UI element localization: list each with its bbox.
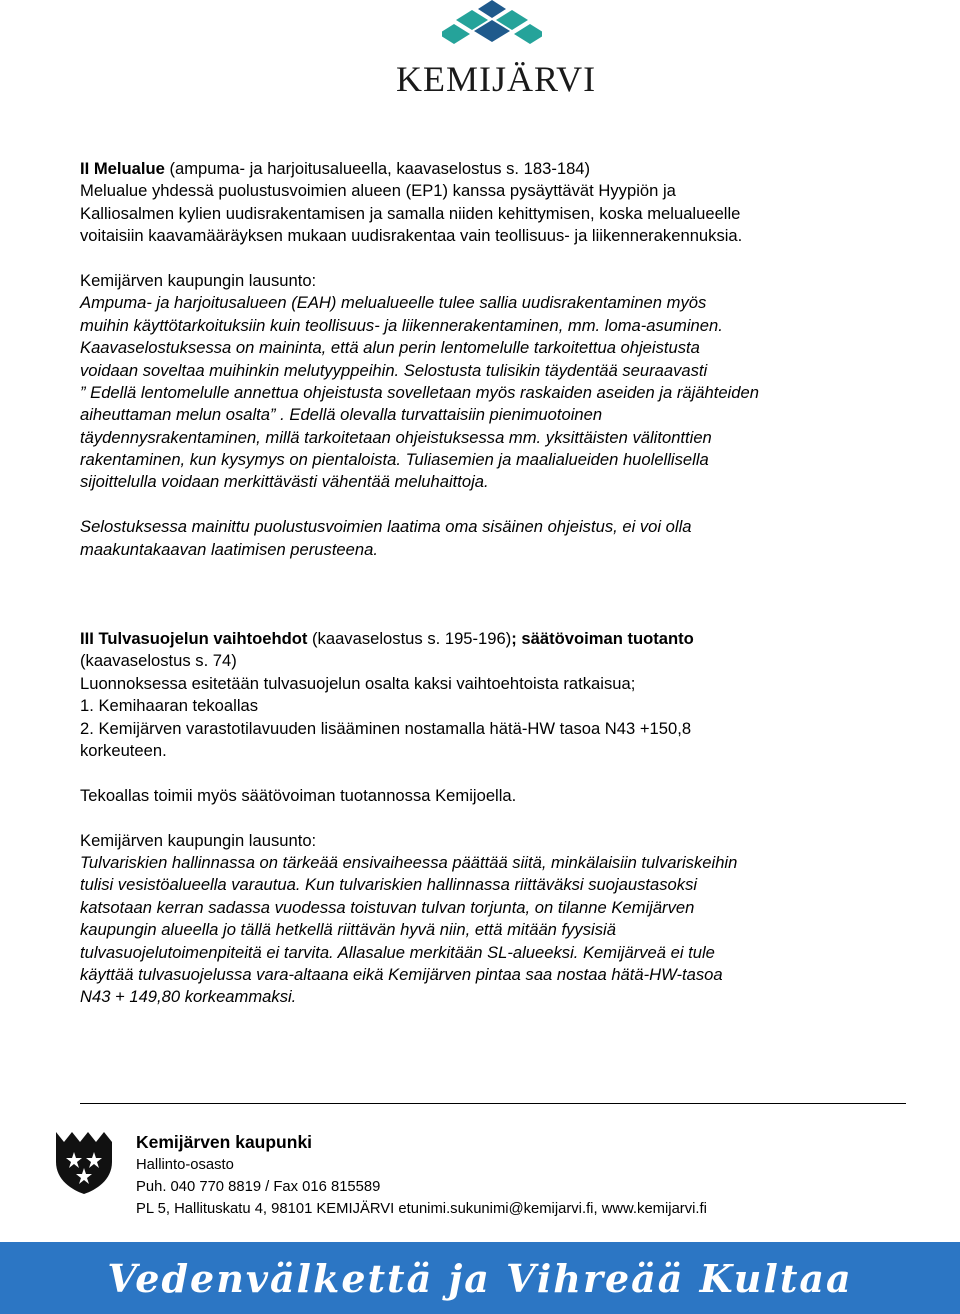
statement-line: sijoittelulla voidaan merkittävästi vähentää meluhaittoja. <box>80 472 489 492</box>
logo-emblem-icon <box>442 0 542 58</box>
statement-line: Ampuma- ja harjoitusalueen (EAH) melualueelle tulee sallia uudisrakentaminen myös <box>80 293 707 313</box>
body-line: 2. Kemijärven varastotilavuuden lisääminen nostamalla hätä-HW tasoa N43 +150,8 <box>80 718 692 738</box>
body-line: 1. Kemihaaran tekoallas <box>80 696 259 716</box>
statement-line: voidaan soveltaa muihinkin melutyyppeihin. Selostusta tulisikin täydentää seuraavasti <box>80 360 708 380</box>
statement-label: Kemijärven kaupungin lausunto: <box>80 270 317 290</box>
statement-note <box>80 516 900 561</box>
statement-line: ” Edellä lentomelulle annettua ohjeistusta sovelletaan myös raskaiden aseiden ja räjähteiden <box>80 382 759 402</box>
city-statement <box>80 830 900 1009</box>
body-paragraph <box>80 785 900 807</box>
statement-line: käyttää tulvasuojelussa vara-altaana eikä Kemijärven pintaa saa nostaa hätä-HW-tasoa <box>80 964 723 984</box>
body-line: Luonnoksessa esitetään tulvasuojelun osalta kaksi vaihtoehtoista ratkaisua; <box>80 673 636 693</box>
body-line: voitaisiin kaavamääräyksen mukaan uudisrakentaa vain teollisuus- ja liikennerakennuksia. <box>80 226 743 246</box>
coat-of-arms-icon <box>52 1128 116 1196</box>
statement-line: tulvasuojelutoimenpiteitä ei tarvita. Allasalue merkitään SL-alueeksi. Kemijärveä ei tule <box>80 942 715 962</box>
statement-line: Tulvariskien hallinnassa on tärkeää ensivaiheessa päättää siitä, minkälaisiin tulvariskeihin <box>80 852 738 872</box>
slogan-text: Vedenvälkettä ja Vihreää Kultaa <box>107 1255 853 1301</box>
footer-phone: Puh. 040 770 8819 / Fax 016 815589 <box>136 1179 381 1195</box>
body-line: Melualue yhdessä puolustusvoimien alueen (EP1) kanssa pysäyttävät Hyypiön ja <box>80 181 676 201</box>
footer-department: Hallinto-osasto <box>136 1157 234 1173</box>
statement-line: muihin käyttötarkoituksiin kuin teollisuus- ja liikennerakentaminen, mm. loma-asuminen. <box>80 315 723 335</box>
heading-reference-line: (kaavaselostus s. 74) <box>80 651 237 671</box>
statement-line: maakuntakaavan laatimisen perusteena. <box>80 539 378 559</box>
body-line: Tekoallas toimii myös säätövoiman tuotannossa Kemijoella. <box>80 785 517 805</box>
heading-reference: (ampuma- ja harjoitusalueella, kaavaselostus s. 183-184) <box>164 159 591 178</box>
body-line: korkeuteen. <box>80 740 167 760</box>
statement-line: Selostuksessa mainittu puolustusvoimien laatima oma sisäinen ohjeistus, ei voi olla <box>80 517 692 537</box>
heading-subtitle: ; säätövoiman tuotanto <box>511 629 694 649</box>
slogan-banner <box>0 1242 960 1314</box>
section-heading <box>80 158 900 180</box>
heading-reference: (kaavaselostus s. 195-196) <box>307 629 512 649</box>
logo-wordmark: KEMIJÄRVI <box>396 59 597 99</box>
heading-title: III Tulvasuojelun vaihtoehdot <box>80 629 308 649</box>
statement-line: rakentaminen, kun kysymys on pientaloista. Tuliasemien ja maalialueiden huolellisella <box>80 450 709 470</box>
statement-line: kaupungin alueella jo tällä hetkellä riittävän hyvä niin, että mitään fyysisiä <box>80 920 616 940</box>
footer-address: PL 5, Hallituskatu 4, 98101 KEMIJÄRVI etunimi.sukunimi@kemijarvi.fi, www.kemijarvi.fi <box>136 1201 707 1217</box>
statement-line: aiheuttaman melun osalta” . Edellä olevalla turvattaisiin pienimuotoinen <box>80 405 603 425</box>
section-melualue <box>80 158 900 248</box>
section-heading <box>80 628 900 650</box>
footer-contact <box>136 1130 707 1220</box>
statement-line: N43 + 149,80 korkeammaksi. <box>80 987 297 1007</box>
section-tulvasuojelu <box>80 628 900 762</box>
body-line: Kalliosalmen kylien uudisrakentamisen ja samalla niiden kehittymisen, koska melualueelle <box>80 203 741 223</box>
statement-line: Kaavaselostuksessa on maininta, että alun perin lentomelulle tarkoitettua ohjeistusta <box>80 338 700 358</box>
footer-divider <box>80 1103 906 1104</box>
kemijarvi-logo <box>390 0 600 100</box>
footer-organization: Kemijärven kaupunki <box>136 1132 313 1152</box>
statement-line: täydennysrakentaminen, millä tarkoitetaan ohjeistuksessa mm. yksittäisten välitonttien <box>80 427 712 447</box>
heading-title: II Melualue <box>80 159 165 178</box>
city-statement <box>80 270 900 494</box>
document-body <box>80 158 900 1009</box>
statement-line: tulisi vesistöalueella varautua. Kun tulvariskien hallinnassa riittäväksi suojaustasoksi <box>80 875 698 895</box>
statement-line: katsotaan kerran sadassa vuodessa toistuvan tulvan torjunta, on tilanne Kemijärven <box>80 897 695 917</box>
statement-label: Kemijärven kaupungin lausunto: <box>80 830 317 850</box>
